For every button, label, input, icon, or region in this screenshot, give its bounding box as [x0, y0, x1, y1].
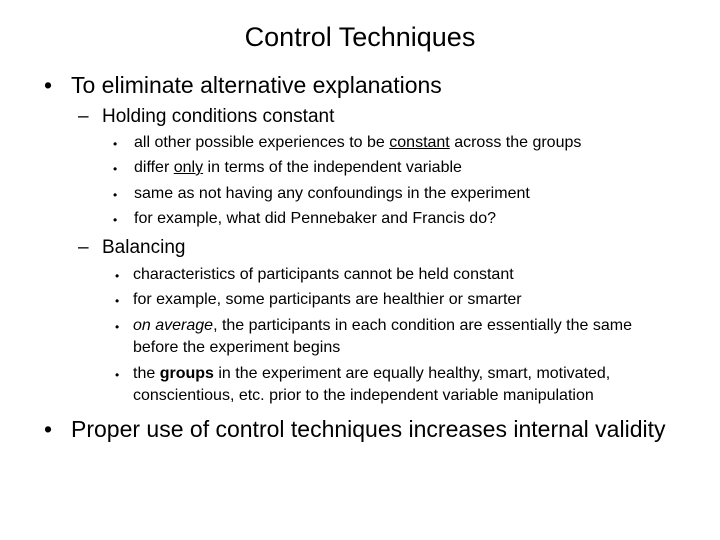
list-item — [115, 264, 514, 286]
bullet-text: Proper use of control techniques increases internal validity — [71, 416, 666, 442]
list-item — [115, 289, 522, 311]
subbullet-text: Holding conditions constant — [102, 106, 335, 127]
item-underlined-word: constant — [389, 134, 450, 151]
bullet-icon: • — [113, 137, 118, 151]
bullet-text: To eliminate alternative explanations — [71, 72, 442, 98]
item-text: characteristics of participants cannot be held constant — [133, 266, 514, 283]
item-text: in the experiment are equally healthy, smart, motivated, — [213, 365, 611, 382]
list-item — [115, 315, 632, 359]
list-item — [113, 157, 462, 179]
item-text: for example, what did Pennebaker and Francis do? — [134, 210, 496, 227]
item-bold-word: groups — [159, 365, 214, 382]
bullet-icon: • — [115, 320, 120, 334]
bullet-icon: • — [113, 188, 118, 202]
item-text: across the groups — [449, 134, 582, 151]
item-text: , the participants in each condition are essentially the same — [213, 317, 632, 334]
item-text: all other possible experiences to be — [134, 134, 390, 151]
bullet-icon: • — [113, 213, 118, 227]
item-italic-phrase: on average — [133, 317, 214, 334]
item-text-continued: before the experiment begins — [133, 339, 341, 356]
item-text: for example, some participants are healthier or smarter — [133, 291, 522, 308]
bullet-icon: • — [115, 269, 120, 283]
dash-icon: – — [78, 237, 89, 258]
subbullet-text: Balancing — [102, 237, 186, 258]
bullet-icon: • — [115, 294, 120, 308]
item-text: the — [133, 365, 160, 382]
item-text: same as not having any confoundings in the experiment — [134, 185, 530, 202]
bullet-icon: • — [44, 72, 53, 98]
item-text: in terms of the independent variable — [203, 159, 462, 176]
bullet-icon: • — [113, 162, 118, 176]
item-underlined-word: only — [173, 159, 204, 176]
dash-icon: – — [78, 106, 89, 127]
list-item — [115, 363, 610, 407]
list-item — [113, 183, 530, 205]
bullet-icon: • — [44, 416, 53, 442]
slide-title: Control Techniques — [244, 22, 476, 52]
list-item — [113, 208, 496, 230]
item-text: differ — [134, 159, 174, 176]
list-item — [113, 132, 581, 154]
bullet-icon: • — [115, 368, 120, 382]
item-text-continued: conscientious, etc. prior to the independent variable manipulation — [133, 387, 594, 404]
